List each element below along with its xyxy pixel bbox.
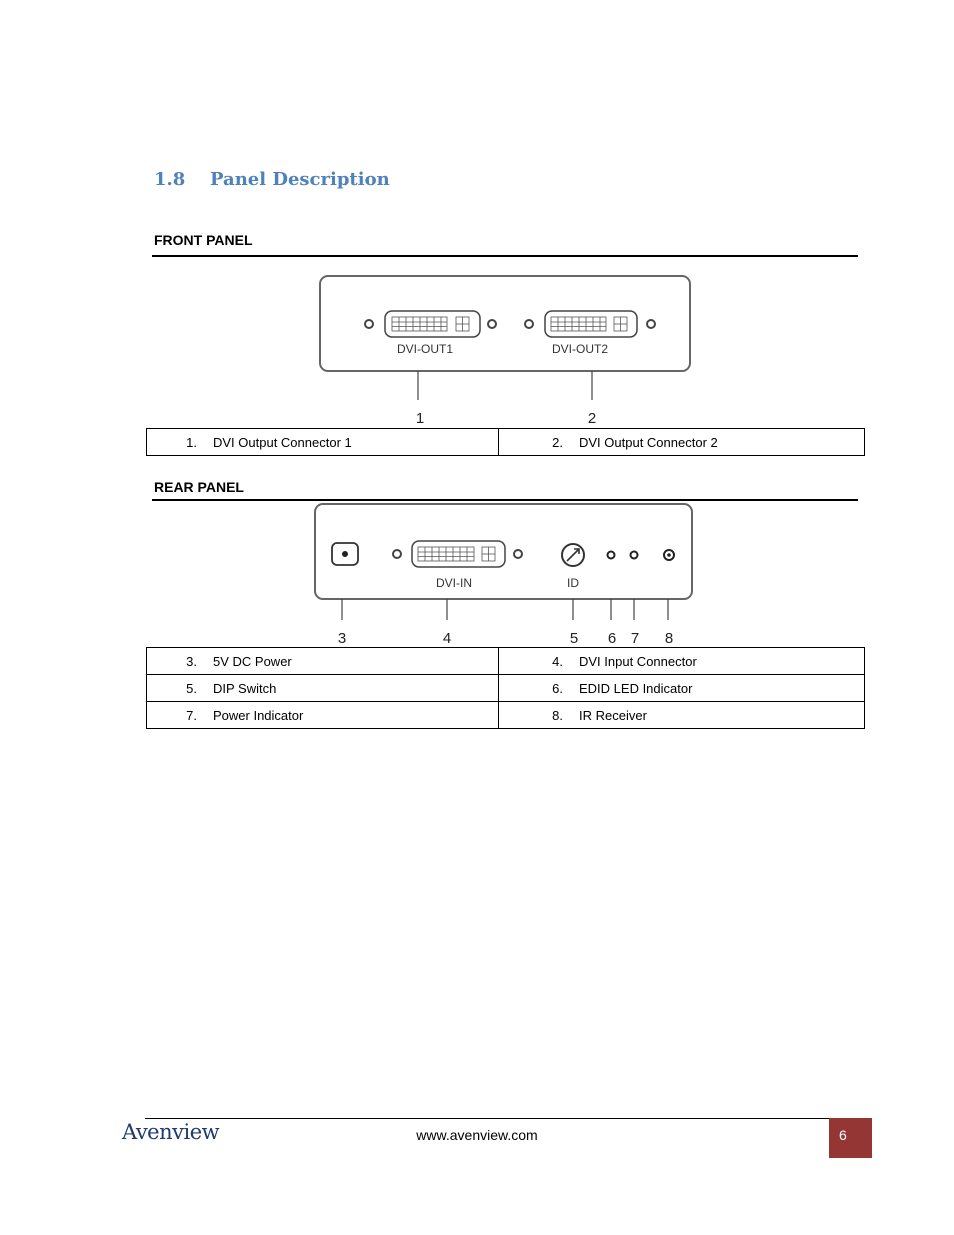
front-panel-diagram: [310, 270, 710, 428]
callout-8: 8: [664, 630, 674, 646]
footer-rule: [145, 1118, 829, 1119]
screw-icon: [514, 550, 522, 558]
screw-icon: [647, 320, 655, 328]
screw-icon: [393, 550, 401, 558]
section-number: 1.8: [154, 169, 186, 190]
front-panel-rule: [152, 255, 858, 257]
callout-6: 6: [607, 630, 617, 646]
front-panel-heading: FRONT PANEL: [154, 232, 253, 248]
callout-3: 3: [337, 630, 347, 646]
dvi-in-label: DVI-IN: [436, 576, 472, 590]
table-row: [147, 648, 865, 675]
item-number: 3.: [186, 653, 197, 669]
screw-icon: [488, 320, 496, 328]
front-panel-table: [146, 428, 865, 456]
item-label: DVI Output Connector 1: [213, 434, 352, 450]
item-number: 7.: [186, 707, 197, 723]
dvi-out2-label: DVI-OUT2: [551, 342, 609, 356]
callout-1: 1: [415, 410, 425, 427]
item-label: IR Receiver: [579, 707, 647, 723]
table-row: [147, 675, 865, 702]
section-title: Panel Description: [210, 169, 390, 190]
dip-switch-label: ID: [567, 576, 579, 590]
item-number: 5.: [186, 680, 197, 696]
item-number: 8.: [552, 707, 563, 723]
item-label: DIP Switch: [213, 680, 277, 696]
avenview-logo: Avenview: [122, 1120, 220, 1144]
item-number: 2.: [552, 434, 563, 450]
screw-icon: [365, 320, 373, 328]
page-number: 6: [839, 1127, 847, 1143]
page-number-badge: [829, 1118, 872, 1158]
rear-panel-diagram: [305, 498, 705, 646]
item-label: DVI Input Connector: [579, 653, 697, 669]
callout-4: 4: [442, 630, 452, 646]
screw-icon: [525, 320, 533, 328]
item-label: Power Indicator: [213, 707, 304, 723]
item-label: DVI Output Connector 2: [579, 434, 718, 450]
rear-panel-heading: REAR PANEL: [154, 479, 244, 495]
rear-panel-table: [146, 647, 865, 729]
item-label: EDID LED Indicator: [579, 680, 693, 696]
callout-7: 7: [630, 630, 640, 646]
item-label: 5V DC Power: [213, 653, 292, 669]
footer-url: www.avenview.com: [416, 1127, 538, 1143]
table-row: [147, 702, 865, 729]
callout-5: 5: [569, 630, 579, 646]
callout-2: 2: [587, 410, 597, 427]
table-row: [147, 429, 865, 456]
dvi-out1-label: DVI-OUT1: [396, 342, 454, 356]
power-led-icon: [631, 552, 638, 559]
power-pin-icon: [342, 551, 348, 557]
item-number: 1.: [186, 434, 197, 450]
edid-led-icon: [608, 552, 615, 559]
item-number: 6.: [552, 680, 563, 696]
item-number: 4.: [552, 653, 563, 669]
